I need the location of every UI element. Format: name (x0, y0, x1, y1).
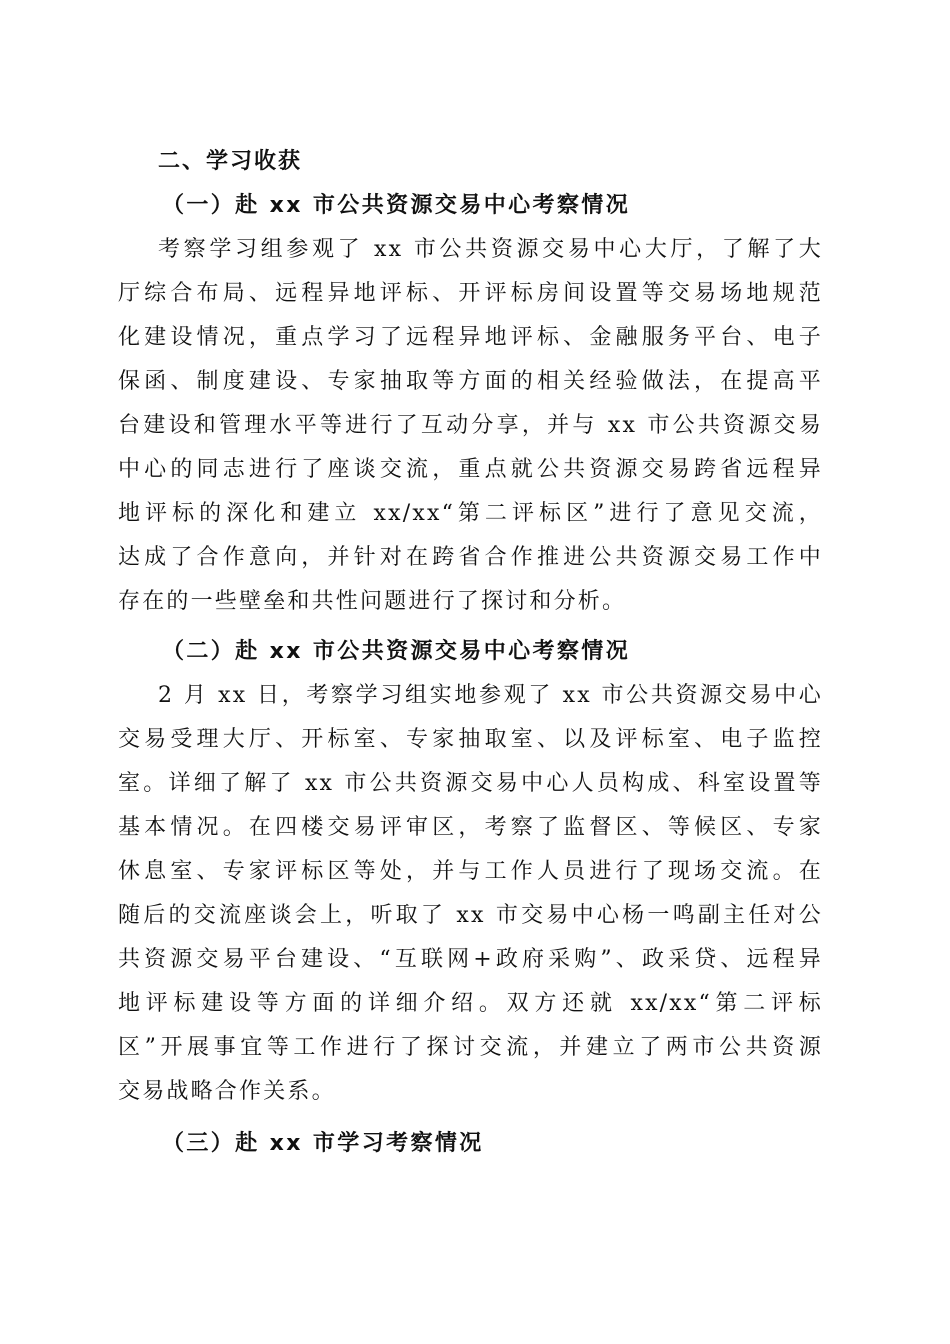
paragraph-2-line-4: 基本情况。在四楼交易评审区，考察了监督区、等候区、专家 (118, 815, 823, 840)
paragraph-2-line-9: 区”开展事宜等工作进行了探讨交流，并建立了两市公共资源 (118, 1035, 823, 1060)
paragraph-2-line-5: 休息室、专家评标区等处，并与工作人员进行了现场交流。在 (118, 859, 823, 884)
paragraph-2-line-10: 交易战略合作关系。 (118, 1079, 336, 1104)
paragraph-1-line-3: 化建设情况，重点学习了远程异地评标、金融服务平台、电子 (118, 325, 823, 350)
paragraph-2-line-3: 室。详细了解了 xx 市公共资源交易中心人员构成、科室设置等 (118, 771, 823, 796)
paragraph-1-line-7: 地评标的深化和建立 xx/xx“第二评标区”进行了意见交流， (118, 501, 823, 526)
subsection-title-3: （三）赴 xx 市学习考察情况 (162, 1131, 484, 1156)
paragraph-1-line-4: 保函、制度建设、专家抽取等方面的相关经验做法，在提高平 (118, 369, 823, 394)
paragraph-2-line-2: 交易受理大厅、开标室、专家抽取室、以及评标室、电子监控 (118, 727, 823, 752)
paragraph-1-line-1: 考察学习组参观了 xx 市公共资源交易中心大厅，了解了大 (158, 237, 823, 262)
section-heading: 二、学习收获 (158, 149, 303, 174)
subsection-title-1: （一）赴 xx 市公共资源交易中心考察情况 (162, 193, 631, 218)
paragraph-1-line-9: 存在的一些壁垒和共性问题进行了探讨和分析。 (118, 589, 627, 614)
paragraph-2-line-6: 随后的交流座谈会上，听取了 xx 市交易中心杨一鸣副主任对公 (118, 903, 823, 928)
paragraph-2-line-8: 地评标建设等方面的详细介绍。双方还就 xx/xx“第二评标 (118, 991, 823, 1016)
paragraph-1-line-5: 台建设和管理水平等进行了互动分享，并与 xx 市公共资源交易 (118, 413, 823, 438)
subsection-title-2: （二）赴 xx 市公共资源交易中心考察情况 (162, 639, 631, 664)
paragraph-1-line-6: 中心的同志进行了座谈交流，重点就公共资源交易跨省远程异 (118, 457, 823, 482)
paragraph-2-line-7: 共资源交易平台建设、“互联网+政府采购”、政采贷、远程异 (118, 947, 823, 972)
paragraph-2-line-1: 2 月 xx 日，考察学习组实地参观了 xx 市公共资源交易中心 (158, 683, 823, 708)
paragraph-1-line-2: 厅综合布局、远程异地评标、开评标房间设置等交易场地规范 (118, 281, 823, 306)
paragraph-1-line-8: 达成了合作意向，并针对在跨省合作推进公共资源交易工作中 (118, 545, 823, 570)
